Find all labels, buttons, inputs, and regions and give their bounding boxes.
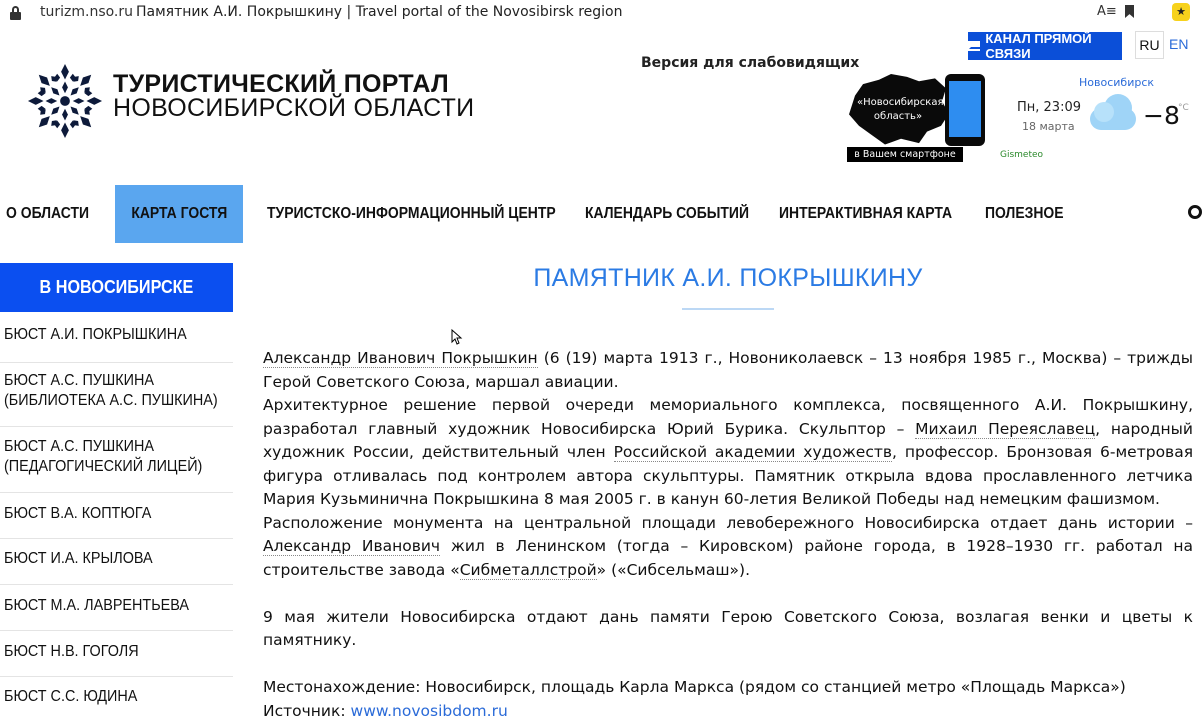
mouse-cursor-icon [451, 329, 461, 345]
nav-about-region[interactable]: О ОБЛАСТИ [6, 185, 89, 243]
portal-title-line2[interactable]: НОВОСИБИРСКОЙ ОБЛАСТИ [113, 94, 474, 123]
title-underline [682, 308, 774, 310]
nav-useful[interactable]: ПОЛЕЗНОЕ [985, 185, 1064, 243]
nav-tourist-info-center[interactable]: ТУРИСТСКО-ИНФОРМАЦИОННЫЙ ЦЕНТР [267, 185, 556, 243]
link-academy-of-arts[interactable]: Российской академии художеств [614, 443, 892, 462]
nav-events-calendar[interactable]: КАЛЕНДАРЬ СОБЫТИЙ [585, 185, 749, 243]
weather-temperature: −8 [1143, 101, 1180, 130]
sidebar-item[interactable]: БЮСТ Н.В. ГОГОЛЯ [4, 642, 139, 662]
snowflake-logo-icon[interactable] [26, 62, 104, 140]
article-body [263, 347, 1193, 723]
browser-address-bar[interactable] [0, 0, 1200, 26]
sidebar-item[interactable]: БЮСТ М.А. ЛАВРЕНТЬЕВА [4, 596, 189, 616]
page-tab-title: Памятник А.И. Покрышкину | Travel portal of the Novosibirsk region [136, 4, 623, 20]
nav-interactive-map[interactable]: ИНТЕРАКТИВНАЯ КАРТА [779, 185, 952, 243]
reader-mode-icon[interactable]: A≡ [1097, 4, 1117, 19]
lang-ru-button[interactable]: RU [1135, 31, 1164, 59]
location-line: Местонахождение: Новосибирск, площадь Карла Маркса (рядом со станцией метро «Площадь Маркса») [263, 676, 1193, 700]
link-pokryshkin[interactable]: Александр Иванович Покрышкин [263, 349, 538, 368]
paragraph: Архитектурное решение первой очереди мемориального комплекса, посвященного А.И. Покрышкину, разработал главный художник Новосибирска Юрий Бурика. Скульптор – Михаил Переяславец, народный художник России, действительный член Российской академии художеств, профессор. Бронзовая 6-метровая фигура отливалась под контролем автора скульптуры. Памятник открыла вдова прославленного летчика Мария Кузьминична Покрышкина 8 мая 2005 г. в канун 60-летия Великой Победы над немецким фашизмом. [263, 394, 1193, 512]
weather-datetime: Пн, 23:09 [1017, 100, 1081, 115]
paragraph: 9 мая жители Новосибирска отдают дань памяти Герою Советского Союза, возлагая венки и цветы к памятнику. [263, 606, 1193, 653]
sidebar-item[interactable]: БЮСТ И.А. КРЫЛОВА [4, 549, 153, 569]
envelope-icon [968, 41, 980, 51]
weather-brand[interactable]: Gismeteo [1000, 150, 1043, 160]
sidebar-item[interactable]: БЮСТ В.А. КОПТЮГА [4, 504, 151, 524]
main-nav [0, 185, 1200, 243]
mobile-app-promo[interactable] [847, 72, 987, 162]
sidebar-title-label: В НОВОСИБИРСКЕ [40, 277, 194, 298]
direct-line-label: КАНАЛ ПРЯМОЙ СВЯЗИ [985, 31, 1122, 61]
nav-guest-map[interactable] [115, 185, 243, 243]
nav-guest-map-label: КАРТА ГОСТЯ [131, 205, 227, 223]
weather-city[interactable]: Новосибирск [1079, 76, 1154, 89]
accessibility-version-link[interactable]: Версия для слабовидящих [641, 55, 859, 71]
cloud-weather-icon [1090, 94, 1140, 134]
smartphone-icon [945, 74, 985, 146]
link-pereyaslavets[interactable]: Михаил Переяславец [915, 420, 1095, 439]
link-alexander-ivanovich[interactable]: Александр Иванович [263, 537, 440, 556]
sidebar-item[interactable]: БЮСТ С.С. ЮДИНА [4, 687, 137, 707]
link-sibmetallstroy[interactable]: Сибметаллстрой [460, 561, 597, 580]
promo-caption: в Вашем смартфоне [847, 147, 963, 162]
sidebar-title[interactable] [0, 263, 233, 312]
paragraph: Александр Иванович Покрышкин (6 (19) марта 1913 г., Новониколаевск – 13 ноября 1985 г., Москва) – трижды Герой Советского Союза, маршал авиации. [263, 347, 1193, 394]
page-title: ПАМЯТНИК А.И. ПОКРЫШКИНУ [263, 264, 1193, 293]
search-icon[interactable] [1188, 205, 1202, 219]
sidebar-item[interactable]: БЮСТ А.С. ПУШКИНА (БИБЛИОТЕКА А.С. ПУШКИНА) [4, 371, 218, 411]
extension-icon[interactable]: ★ [1172, 3, 1190, 21]
lang-en-button[interactable]: EN [1169, 36, 1188, 52]
promo-text: «Новосибирская область» [857, 96, 939, 124]
source-line: Источник: www.novosibdom.ru [263, 700, 1193, 723]
sidebar-item[interactable]: БЮСТ А.С. ПУШКИНА (ПЕДАГОГИЧЕСКИЙ ЛИЦЕЙ) [4, 437, 202, 477]
lock-icon [10, 6, 20, 19]
weather-unit: °C [1178, 103, 1189, 113]
weather-day: 18 марта [1022, 120, 1075, 133]
url-text[interactable]: turizm.nso.ru [40, 4, 133, 20]
paragraph: Расположение монумента на центральной площади левобережного Новосибирска отдает дань истории – Александр Иванович жил в Ленинском (тогда – Кировском) районе города, в 1928–1930 гг. работал на строительстве завода «Сибметаллстрой» («Сибсельмаш»). [263, 512, 1193, 583]
bookmark-icon[interactable] [1125, 5, 1134, 18]
portal-title-line1[interactable]: ТУРИСТИЧЕСКИЙ ПОРТАЛ [113, 70, 449, 99]
source-link[interactable]: www.novosibdom.ru [351, 702, 508, 720]
direct-line-button[interactable] [968, 32, 1122, 60]
sidebar-item[interactable]: БЮСТ А.И. ПОКРЫШКИНА [4, 325, 187, 345]
